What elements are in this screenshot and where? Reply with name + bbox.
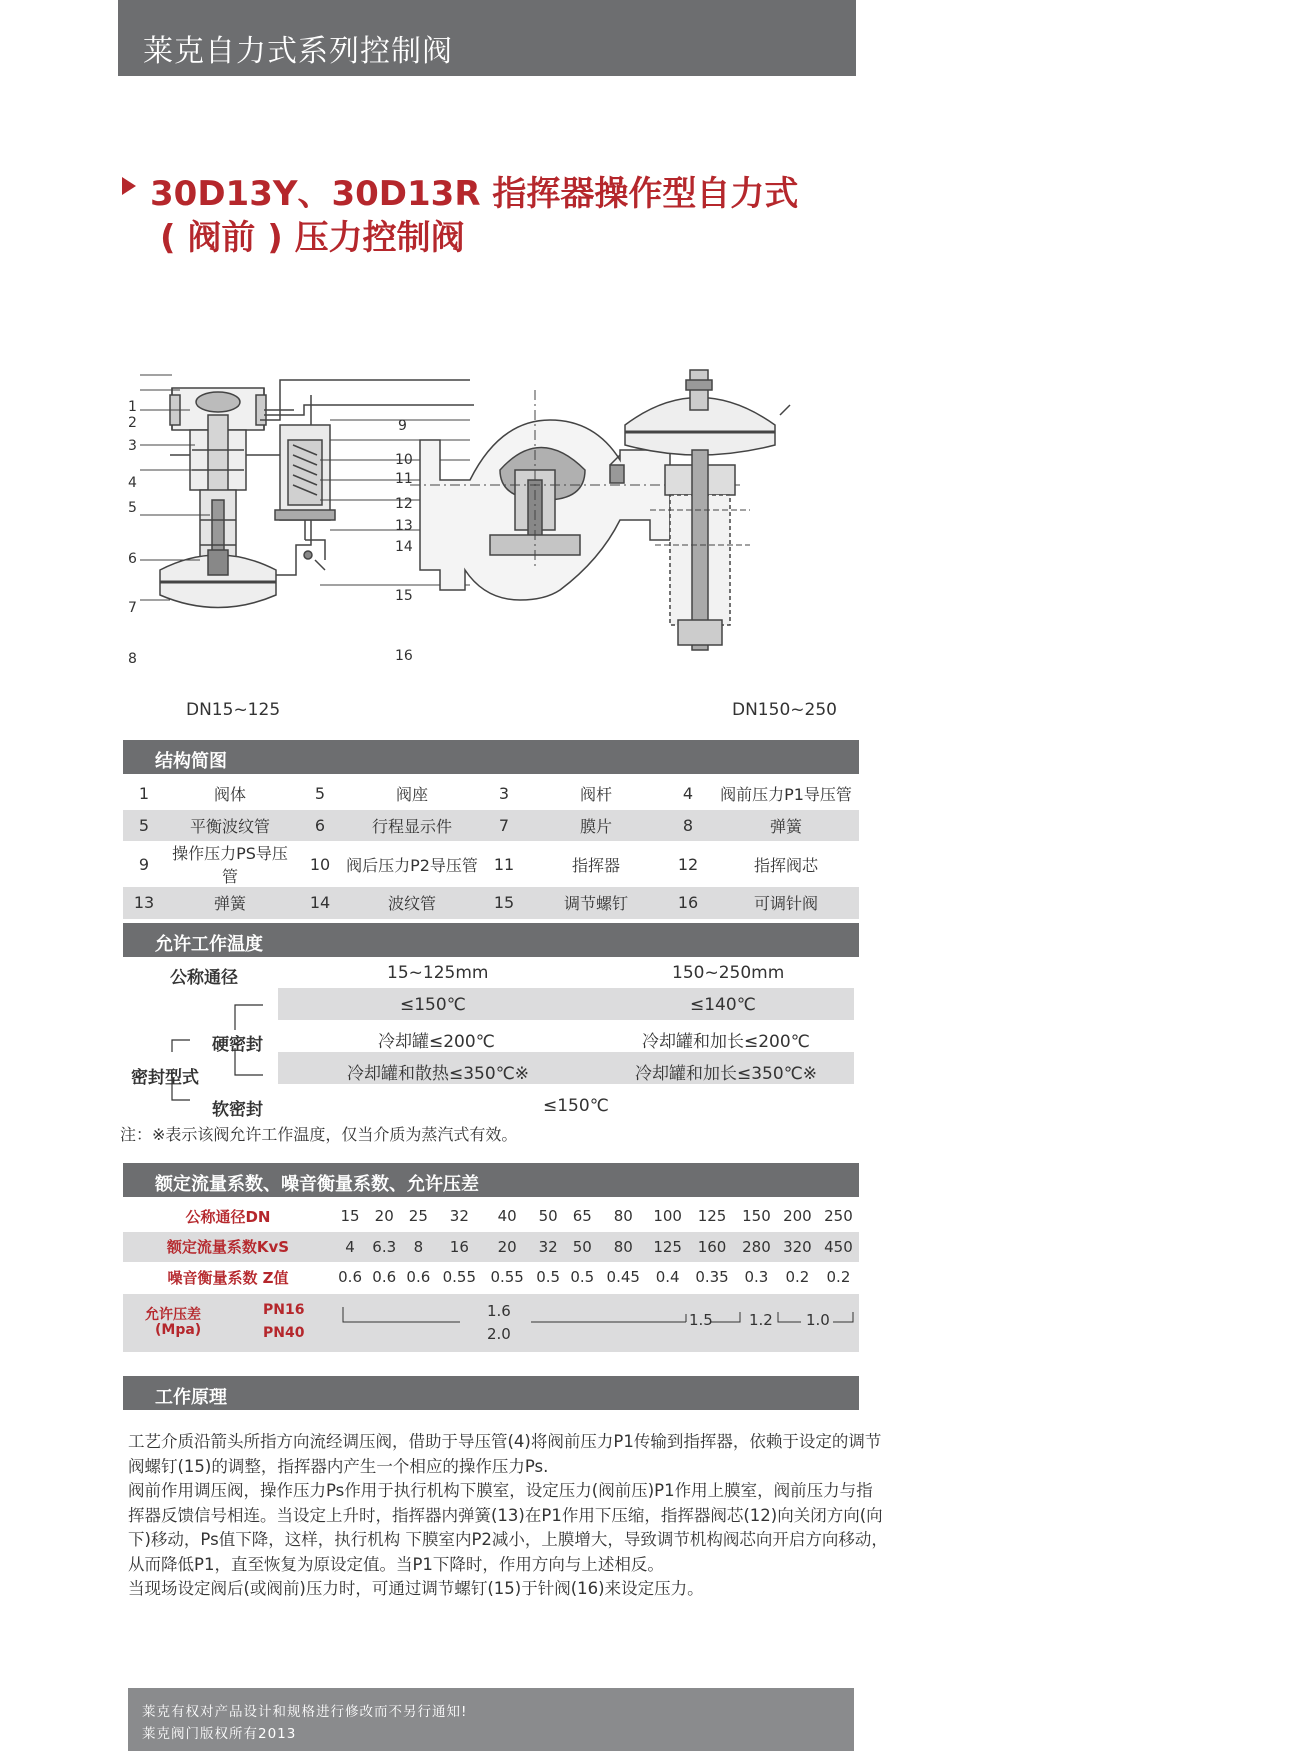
kvs-value: 16 — [435, 1232, 483, 1263]
kvs-value: 160 — [688, 1232, 736, 1263]
section-principle-title: 工作原理 — [155, 1387, 227, 1408]
nominal-diameter-label: 公称通径 — [170, 968, 238, 988]
section-principle — [123, 1376, 859, 1410]
callout-4: 4 — [128, 475, 137, 491]
principle-paragraph: 阀前作用调压阀，操作压力Ps作用于执行机构下膜室，设定压力(阀前压)P1作用上膜室，阀前压力与指挥器反馈信号相连。当设定上升时，指挥器内弹簧(13)在P1作用下压缩，指挥器阀芯(12)向关闭方向(向下)移动，Ps值下降，这样，执行机构 下膜室内P2减小，上膜增大，导致调节机构阀芯向开启方向移动，从而降低P1，直至恢复为原设定值。当P1下降时，作用方向与上述相反。 — [128, 1481, 888, 1574]
kvs-value: 320 — [777, 1232, 818, 1263]
part-number: 3 — [498, 784, 510, 804]
part-name: 指挥器 — [571, 855, 620, 875]
part-number: 5 — [314, 784, 326, 804]
callout-16: 16 — [395, 648, 413, 664]
kvs-value: 80 — [599, 1232, 647, 1263]
callout-7: 7 — [128, 600, 137, 616]
z-value: 0.2 — [826, 1268, 851, 1287]
kvs-value: 125 — [647, 1232, 688, 1263]
z-value: 0.2 — [785, 1268, 810, 1287]
dn-value: 65 — [572, 1207, 592, 1226]
kvs-value: 32 — [531, 1232, 565, 1263]
table-row — [123, 887, 859, 919]
hard-seal-label: 硬密封 — [212, 1035, 263, 1055]
hard-seal-value: 冷却罐和加长≤350℃※ — [635, 1064, 818, 1084]
dn-value: 250 — [824, 1207, 853, 1226]
part-number: 14 — [295, 887, 345, 919]
dn-value: 15 — [340, 1207, 360, 1226]
dn-value: 125 — [697, 1207, 727, 1226]
dp-range-lines — [123, 1294, 859, 1352]
table-row — [123, 810, 859, 842]
z-value: 0.5 — [570, 1268, 595, 1287]
valve-diagram — [130, 370, 870, 710]
product-title-line1: 30D13Y、30D13R 指挥器操作型自力式 — [150, 174, 799, 214]
pn40-value: 2.0 — [487, 1325, 511, 1343]
shade-row — [278, 988, 854, 1020]
kvs-value: 6.3 — [367, 1232, 401, 1263]
col-150-250: 150~250mm — [672, 963, 785, 983]
dn-value: 100 — [653, 1207, 682, 1226]
callout-12: 12 — [395, 496, 413, 512]
section-flow-title: 额定流量系数、噪音衡量系数、允许压差 — [155, 1174, 479, 1195]
dp-250: 1.0 — [806, 1311, 830, 1329]
table-row — [123, 841, 859, 887]
principle-paragraph: 当现场设定阀后(或阀前)压力时，可通过调节螺钉(15)于针阀(16)来设定压力。 — [128, 1579, 704, 1598]
dn-label: 公称通径DN — [185, 1207, 271, 1226]
temperature-note: 注：※表示该阀允许工作温度，仅当介质为蒸汽式有效。 — [120, 1125, 518, 1144]
part-number: 8 — [663, 810, 713, 842]
footer-line2: 莱克阀门版权所有2013 — [142, 1726, 297, 1742]
z-value: 0.6 — [338, 1268, 362, 1287]
section-structure-title: 结构简图 — [155, 751, 227, 772]
hard-seal-value: 冷却罐和散热≤350℃※ — [347, 1064, 530, 1084]
section-temperature-title: 允许工作温度 — [155, 934, 263, 955]
dp-200: 1.2 — [749, 1311, 773, 1329]
kvs-value: 450 — [818, 1232, 859, 1263]
dp-unit: (Mpa) — [155, 1322, 202, 1338]
principle-text — [128, 1430, 888, 1602]
z-value: 0.6 — [406, 1268, 431, 1287]
pn16-label: PN16 — [263, 1302, 305, 1318]
part-number: 4 — [682, 784, 694, 804]
part-number: 11 — [493, 854, 515, 874]
title-arrow-icon — [122, 177, 136, 195]
z-value: 0.4 — [655, 1268, 680, 1287]
z-value: 0.55 — [490, 1268, 524, 1287]
part-name: 指挥阀芯 — [753, 855, 818, 875]
section-flow — [123, 1163, 859, 1197]
part-name: 行程显示件 — [345, 810, 479, 842]
pn16-value: 1.6 — [487, 1302, 511, 1320]
part-number: 1 — [138, 784, 150, 804]
kvs-value: 50 — [565, 1232, 599, 1263]
part-number: 6 — [295, 810, 345, 842]
section-structure — [123, 740, 859, 774]
header-bar — [118, 0, 856, 76]
part-number: 15 — [479, 887, 529, 919]
z-value: 0.6 — [372, 1268, 397, 1287]
part-name: 可调针阀 — [713, 887, 859, 919]
callout-11: 11 — [395, 471, 413, 487]
part-name: 弹簧 — [713, 810, 859, 842]
dn-value: 150 — [742, 1207, 771, 1226]
hard-seal-value: 冷却罐和加长≤200℃ — [642, 1032, 810, 1052]
callout-6: 6 — [128, 551, 137, 567]
z-label: 噪音衡量系数 Z值 — [167, 1268, 289, 1287]
part-number: 13 — [123, 887, 165, 919]
z-value: 0.45 — [606, 1268, 640, 1287]
soft-seal-value: ≤150℃ — [543, 1096, 609, 1116]
callout-1: 1 — [128, 399, 137, 415]
callout-5: 5 — [128, 500, 137, 516]
callout-15: 15 — [395, 588, 413, 604]
kvs-value: 4 — [333, 1232, 367, 1263]
col-15-125: 15~125mm — [387, 963, 489, 983]
soft-seal-label: 软密封 — [212, 1100, 263, 1120]
table-row — [123, 778, 859, 810]
seal-type-label: 密封型式 — [131, 1068, 199, 1088]
part-name: 弹簧 — [165, 887, 295, 919]
table-row — [123, 1201, 859, 1232]
part-name: 阀杆 — [579, 785, 612, 805]
part-number: 10 — [309, 854, 331, 874]
z-value: 0.35 — [695, 1268, 729, 1287]
part-name: 阀前压力P1导压管 — [720, 785, 852, 805]
section-temperature — [123, 923, 859, 957]
flow-table — [123, 1201, 859, 1293]
kvs-label: 额定流量系数KvS — [123, 1232, 333, 1263]
table-row — [123, 1232, 859, 1263]
dn-value: 20 — [374, 1207, 394, 1226]
z-value: 0.55 — [442, 1268, 477, 1287]
seal-bracket — [160, 1000, 270, 1110]
kvs-value: 20 — [483, 1232, 531, 1263]
callout-3: 3 — [128, 438, 137, 454]
caption-right: DN150~250 — [732, 700, 837, 720]
kvs-value: 280 — [736, 1232, 777, 1263]
pressure-diff-block — [123, 1294, 859, 1352]
dp-150: 1.5 — [689, 1311, 713, 1329]
table-row — [123, 1262, 859, 1293]
dn-value: 80 — [613, 1207, 633, 1226]
hard-seal-value: ≤150℃ — [400, 995, 466, 1015]
callout-14: 14 — [395, 539, 413, 555]
part-number: 7 — [479, 810, 529, 842]
footer-line1: 莱克有权对产品设计和规格进行修改而不另行通知! — [142, 1704, 468, 1720]
callout-2: 2 — [128, 415, 137, 431]
hard-seal-value: ≤140℃ — [690, 995, 756, 1015]
principle-paragraph: 工艺介质沿箭头所指方向流经调压阀，借助于导压管(4)将阀前压力P1传输到指挥器，依赖于设定的调节阀螺钉(15)的调整，指挥器内产生一个相应的操作压力Ps. — [128, 1432, 882, 1476]
z-value: 0.3 — [744, 1268, 769, 1287]
dp-label: 允许压差 — [145, 1307, 201, 1323]
dn-value: 40 — [497, 1207, 517, 1226]
dn-value: 200 — [783, 1207, 812, 1226]
part-number: 12 — [677, 854, 699, 874]
dn-value: 50 — [538, 1207, 558, 1226]
callout-9: 9 — [398, 418, 407, 434]
part-number: 16 — [663, 887, 713, 919]
header-title: 莱克自力式系列控制阀 — [143, 34, 453, 69]
part-name: 膜片 — [529, 810, 663, 842]
part-name: 阀体 — [213, 785, 246, 805]
callout-10: 10 — [395, 452, 413, 468]
callout-13: 13 — [395, 518, 413, 534]
product-title-line2: ( 阀前 ) 压力控制阀 — [160, 218, 465, 258]
callout-8: 8 — [128, 651, 137, 667]
dn-value: 32 — [449, 1207, 469, 1226]
z-value: 0.5 — [536, 1268, 561, 1287]
footer-bar — [128, 1688, 854, 1751]
part-name: 平衡波纹管 — [165, 810, 295, 842]
part-number: 5 — [123, 810, 165, 842]
part-name: 调节螺钉 — [529, 887, 663, 919]
hard-seal-value: 冷却罐≤200℃ — [378, 1032, 495, 1052]
part-name: 操作压力PS导压管 — [172, 844, 288, 886]
part-name: 阀后压力P2导压管 — [346, 855, 478, 875]
parts-table — [123, 778, 859, 919]
caption-left: DN15~125 — [186, 700, 281, 720]
part-number: 9 — [138, 854, 150, 874]
part-name: 阀座 — [395, 785, 428, 805]
kvs-value: 8 — [401, 1232, 435, 1263]
dn-value: 25 — [408, 1207, 428, 1226]
pn40-label: PN40 — [263, 1325, 305, 1341]
part-name: 波纹管 — [345, 887, 479, 919]
